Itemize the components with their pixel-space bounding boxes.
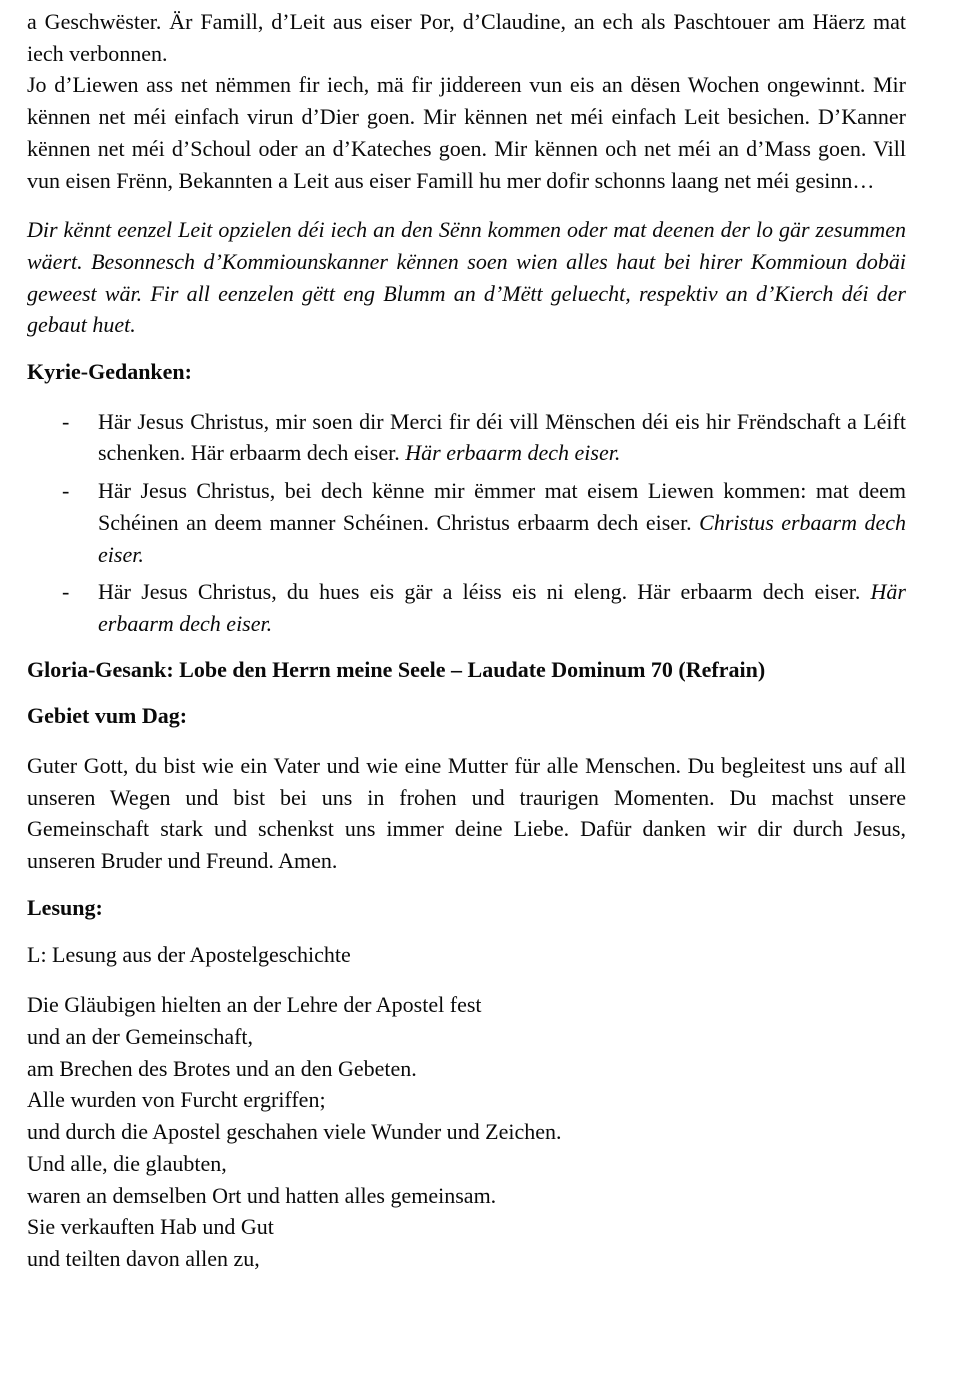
kyrie-item (27, 406, 906, 469)
kyrie-item-text: Här Jesus Christus, du hues eis gär a léiss eis ni eleng. Här erbaarm dech eiser. (98, 579, 861, 605)
kyrie-heading: Kyrie-Gedanken: (27, 359, 192, 385)
dash-bullet: - (62, 478, 70, 504)
kyrie-item (27, 475, 906, 570)
kyrie-item (27, 576, 906, 639)
reading-line: und an der Gemeinschaft, (27, 1023, 254, 1049)
intro-section (27, 6, 906, 196)
kyrie-item-response: Här erbaarm dech eiser. (98, 579, 906, 636)
dash-bullet: - (62, 579, 70, 605)
gloria-heading: Gloria-Gesank: Lobe den Herrn meine Seele – Laudate Dominum 70 (Refrain) (27, 656, 766, 682)
kyrie-item-response: Här erbaarm dech eiser. (405, 440, 621, 466)
kyrie-item-text: Här Jesus Christus, mir soen dir Merci fir déi vill Mënschen déi eis hir Frëndschaft a Léift schenken. Här erbaarm dech eiser. (98, 408, 906, 466)
intro-paragraph-1: a Geschwëster. Är Famill, d’Leit aus eiser Por, d’Claudine, an ech als Paschtouer am Häerz mat iech verbonnen. (27, 9, 906, 66)
lesung-heading: Lesung: (27, 894, 103, 920)
gebiet-text: Guter Gott, du bist wie ein Vater und wie eine Mutter für alle Menschen. Du begleitest uns auf all unseren Wegen und bist bei uns in frohen und traurigen Momenten. Du machst unsere Gemeinschaft stark und schenkst uns immer deine Liebe. Dafür danken wir dir durch Jesus, unseren Bruder und Freund. Amen. (27, 753, 906, 874)
reading-text (27, 989, 906, 1274)
reading-line: waren an demselben Ort und hatten alles gemeinsam. (27, 1182, 497, 1208)
kyrie-item-response: Christus erbaarm dech eiser. (98, 509, 907, 567)
reading-line: und durch die Apostel geschahen viele Wunder und Zeichen. (27, 1119, 562, 1145)
dash-bullet: - (62, 408, 70, 434)
kyrie-item-text: Här Jesus Christus, bei dech kënne mir ëmmer mat eisem Liewen kommen: mat deem Schéinen an deem manner Schéinen. Christus erbaarm dech eiser. (98, 478, 906, 535)
reading-line: Sie verkauften Hab und Gut (27, 1214, 274, 1240)
reading-line: und teilten davon allen zu, (27, 1245, 260, 1271)
reading-line: Alle wurden von Furcht ergriffen; (27, 1087, 326, 1113)
pastoral-note: Dir kënnt eenzel Leit opzielen déi iech an den Sënn kommen oder mat deenen der lo gär zesummen wäert. Besonnesch d’Kommiounskanner kënnen soen wien alles haut bei hirer Kommioun dobäi geweest wär. Fir all eenzelen gëtt eng Blumm an d’Mëtt geluecht, respektiv an d’Kierch déi der gebaut huet. (27, 217, 906, 338)
reading-line: Die Gläubigen hielten an der Lehre der Apostel fest (27, 992, 482, 1018)
kyrie-list (27, 406, 906, 640)
lesung-intro: L: Lesung aus der Apostelgeschichte (27, 941, 351, 967)
reading-line: am Brechen des Brotes und an den Gebeten. (27, 1055, 417, 1081)
reading-line: Und alle, die glaubten, (27, 1150, 227, 1176)
intro-paragraph-2: Jo d’Liewen ass net nëmmen fir iech, mä fir jiddereen vun eis an dësen Wochen ongewinnt. Mir kënnen net méi einfach virun d’Dier goen. Mir kënnen net méi einfach Leit besichen. D’Kanner kënnen net méi d’Schoul oder an d’Kateches goen. Mir kënnen och net méi an d’Mass goen. Vill vun eisen Frënn, Bekannten a Leit aus eiser Famill hu mer dofir schonns laang net méi gesinn… (27, 72, 906, 193)
gebiet-heading: Gebiet vum Dag: (27, 703, 188, 729)
